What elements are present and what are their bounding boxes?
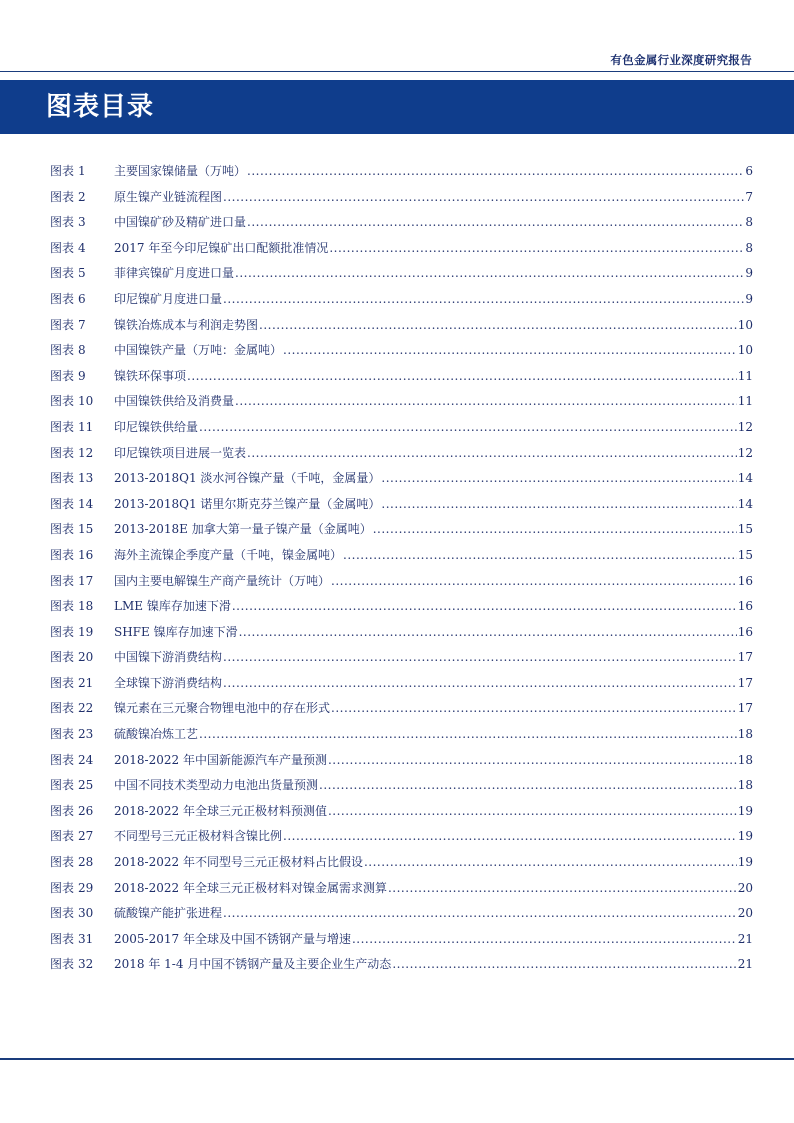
toc-entry-title: 全球镍下游消费结构 — [114, 675, 223, 690]
toc-entry[interactable] — [50, 392, 753, 418]
toc-entry[interactable] — [50, 469, 753, 495]
toc-entry-prefix: 图表 — [50, 368, 75, 383]
toc-entry-number: 25 — [78, 778, 94, 793]
toc-entry-title: 印尼镍矿月度进口量 — [114, 291, 223, 306]
toc-entry-title: 不同型号三元正极材料含镍比例 — [114, 829, 283, 844]
toc-entry-prefix: 图表 — [50, 599, 75, 614]
toc-entry-prefix: 图表 — [50, 164, 75, 178]
toc-entry[interactable] — [50, 239, 753, 265]
toc-entry-number: 22 — [78, 701, 94, 716]
toc-entry-title: 2018 年 1-4 月中国不锈钢产量及主要企业生产动态 — [114, 957, 392, 972]
toc-entry-number: 23 — [78, 727, 94, 742]
dot-leader — [247, 446, 737, 460]
header-divider — [0, 71, 794, 72]
toc-entry-page: 19 — [737, 855, 753, 870]
toc-entry-title: 硫酸镍产能扩张进程 — [114, 906, 223, 921]
toc-entry[interactable] — [50, 367, 753, 393]
toc-entry[interactable] — [50, 904, 753, 930]
toc-entry-prefix: 图表 — [50, 675, 75, 690]
toc-entry-prefix: 图表 — [50, 445, 75, 460]
dot-leader — [319, 778, 737, 792]
toc-entry-page: 6 — [745, 164, 753, 178]
toc-entry-label — [50, 751, 114, 768]
toc-entry-prefix: 图表 — [50, 957, 75, 972]
toc-entry-prefix: 图表 — [50, 343, 75, 358]
toc-entry-page: 15 — [737, 547, 753, 562]
toc-entry-label — [50, 597, 114, 614]
dot-leader — [259, 318, 737, 332]
toc-entry-page: 17 — [737, 701, 753, 716]
toc-entry-page: 10 — [737, 317, 753, 332]
toc-entry-label — [50, 341, 114, 358]
toc-entry-title: 印尼镍铁供给量 — [114, 419, 199, 434]
toc-entry-label — [50, 955, 114, 972]
dot-leader — [352, 932, 737, 946]
toc-entry[interactable] — [50, 546, 753, 572]
toc-entry-prefix: 图表 — [50, 419, 75, 434]
toc-entry-title: 海外主流镍企季度产量（千吨，镍金属吨） — [114, 547, 343, 562]
dot-leader — [247, 215, 744, 229]
toc-entry-number: 8 — [78, 343, 86, 358]
toc-entry-page: 16 — [737, 624, 753, 639]
toc-entry[interactable] — [50, 264, 753, 290]
toc-entry-page: 7 — [745, 189, 753, 204]
toc-entry-title: 2018-2022 年中国新能源汽车产量预测 — [114, 752, 327, 767]
dot-leader — [388, 881, 737, 895]
toc-entry[interactable] — [50, 955, 753, 981]
toc-entry-label — [50, 674, 114, 691]
toc-entry-label — [50, 392, 114, 409]
toc-entry-prefix: 图表 — [50, 547, 75, 562]
toc-entry-title: 2018-2022 年全球三元正极材料预测值 — [114, 803, 327, 818]
toc-entry-number: 6 — [78, 291, 86, 306]
dot-leader — [199, 727, 737, 741]
toc-entry-label — [50, 213, 114, 230]
toc-entry-title: 中国镍矿砂及精矿进口量 — [114, 215, 247, 230]
toc-entry[interactable] — [50, 341, 753, 367]
dot-leader — [283, 829, 737, 843]
toc-entry-prefix: 图表 — [50, 855, 75, 870]
toc-entry-label — [50, 725, 114, 742]
toc-entry-page: 12 — [737, 419, 753, 434]
toc-entry-number: 27 — [78, 829, 94, 844]
toc-entry-page: 16 — [737, 573, 753, 588]
toc-entry-number: 15 — [78, 522, 94, 537]
toc-entry-number: 12 — [78, 445, 94, 460]
toc-entry-label — [50, 264, 114, 281]
toc-entry-title: 2017 年至今印尼镍矿出口配额批准情况 — [114, 240, 329, 255]
toc-entry-number: 21 — [78, 675, 94, 690]
toc-entry-title: 2005-2017 年全球及中国不锈钢产量与增速 — [114, 931, 351, 946]
footer-divider — [0, 1058, 794, 1060]
toc-entry-prefix: 图表 — [50, 522, 75, 537]
toc-entry-number: 31 — [78, 931, 94, 946]
report-type-label: 有色金属行业深度研究报告 — [610, 53, 752, 67]
toc-entry[interactable] — [50, 725, 753, 751]
toc-entry-page: 18 — [737, 778, 753, 793]
toc-entry-title: 菲律宾镍矿月度进口量 — [114, 266, 235, 281]
dot-leader — [247, 164, 744, 178]
toc-entry[interactable] — [50, 853, 753, 879]
toc-entry-prefix: 图表 — [50, 317, 75, 332]
dot-leader — [283, 343, 737, 357]
figure-list — [50, 162, 753, 981]
toc-entry-label — [50, 802, 114, 819]
toc-entry-label — [50, 623, 114, 640]
toc-entry-prefix: 图表 — [50, 266, 75, 281]
toc-entry[interactable] — [50, 316, 753, 342]
toc-entry-prefix: 图表 — [50, 573, 75, 588]
toc-entry-prefix: 图表 — [50, 880, 75, 895]
dot-leader — [343, 548, 737, 562]
toc-entry-number: 3 — [78, 215, 86, 230]
toc-entry-label — [50, 444, 114, 461]
toc-entry-prefix: 图表 — [50, 394, 75, 409]
toc-entry-page: 8 — [745, 240, 753, 255]
toc-entry-label — [50, 162, 114, 179]
toc-entry-title: 中国镍下游消费结构 — [114, 650, 223, 665]
toc-entry-label — [50, 853, 114, 870]
toc-entry-number: 26 — [78, 803, 94, 818]
toc-entry-label — [50, 546, 114, 563]
toc-entry-number: 19 — [78, 624, 94, 639]
toc-entry[interactable] — [50, 418, 753, 444]
toc-entry-label — [50, 469, 114, 486]
toc-entry-page: 17 — [737, 675, 753, 690]
toc-entry-label — [50, 316, 114, 333]
dot-leader — [223, 906, 737, 920]
toc-entry-prefix: 图表 — [50, 650, 75, 665]
toc-entry-page: 8 — [745, 215, 753, 230]
toc-entry-page: 18 — [737, 727, 753, 742]
toc-entry[interactable] — [50, 597, 753, 623]
toc-entry-label — [50, 367, 114, 384]
toc-entry[interactable] — [50, 751, 753, 777]
toc-entry[interactable] — [50, 648, 753, 674]
toc-entry-number: 10 — [78, 394, 94, 409]
toc-entry-label — [50, 572, 114, 589]
section-title-bar — [0, 80, 794, 134]
toc-entry-number: 17 — [78, 573, 94, 588]
toc-entry[interactable] — [50, 674, 753, 700]
toc-entry-title: 中国镍铁供给及消费量 — [114, 394, 235, 409]
toc-entry-title: 2013-2018Q1 淡水河谷镍产量（千吨，金属量） — [114, 471, 381, 486]
toc-entry-title: 国内主要电解镍生产商产量统计（万吨） — [114, 573, 331, 588]
toc-entry-label — [50, 290, 114, 307]
toc-entry-prefix: 图表 — [50, 931, 75, 946]
toc-entry-number: 1 — [78, 164, 86, 178]
toc-entry-prefix: 图表 — [50, 701, 75, 716]
toc-entry-page: 19 — [737, 803, 753, 818]
toc-entry[interactable] — [50, 495, 753, 521]
toc-entry[interactable] — [50, 213, 753, 239]
toc-entry-number: 20 — [78, 650, 94, 665]
toc-entry[interactable] — [50, 572, 753, 598]
toc-entry-prefix: 图表 — [50, 778, 75, 793]
toc-entry-number: 11 — [78, 419, 94, 434]
toc-entry-label — [50, 930, 114, 947]
toc-entry-page: 16 — [737, 599, 753, 614]
page-title: 图表目录 — [46, 92, 155, 122]
toc-entry[interactable] — [50, 776, 753, 802]
dot-leader — [328, 753, 737, 767]
toc-entry-label — [50, 239, 114, 256]
toc-entry[interactable] — [50, 699, 753, 725]
dot-leader — [235, 266, 744, 280]
toc-entry-prefix: 图表 — [50, 291, 75, 306]
toc-entry-page: 9 — [745, 266, 753, 281]
toc-entry-prefix: 图表 — [50, 829, 75, 844]
dot-leader — [329, 241, 744, 255]
dot-leader — [392, 957, 736, 971]
toc-entry-label — [50, 495, 114, 512]
toc-entry-label — [50, 904, 114, 921]
dot-leader — [331, 701, 737, 715]
toc-entry[interactable] — [50, 802, 753, 828]
toc-entry-label — [50, 776, 114, 793]
toc-entry-label — [50, 827, 114, 844]
toc-entry-prefix: 图表 — [50, 727, 75, 742]
toc-entry[interactable] — [50, 188, 753, 214]
toc-entry-number: 18 — [78, 599, 94, 614]
toc-entry-number: 4 — [78, 240, 86, 255]
toc-entry-number: 32 — [78, 957, 94, 972]
toc-entry-title: 2018-2022 年不同型号三元正极材料占比假设 — [114, 855, 363, 870]
toc-entry-number: 9 — [78, 368, 86, 383]
toc-entry-number: 16 — [78, 547, 94, 562]
toc-entry[interactable] — [50, 827, 753, 853]
dot-leader — [187, 369, 737, 383]
dot-leader — [381, 497, 736, 511]
toc-entry-page: 12 — [737, 445, 753, 460]
dot-leader — [381, 471, 736, 485]
toc-entry-number: 30 — [78, 906, 94, 921]
toc-entry-prefix: 图表 — [50, 471, 75, 486]
toc-entry-title: 2013-2018Q1 诺里尔斯克芬兰镍产量（金属吨） — [114, 496, 381, 511]
toc-entry-title: 主要国家镍储量（万吨） — [114, 164, 247, 178]
toc-entry-prefix: 图表 — [50, 496, 75, 511]
toc-entry-title: 印尼镍铁项目进展一览表 — [114, 445, 247, 460]
toc-entry[interactable] — [50, 444, 753, 470]
toc-entry[interactable] — [50, 162, 753, 188]
toc-entry-title: SHFE 镍库存加速下滑 — [114, 624, 238, 639]
toc-entry-number: 28 — [78, 855, 94, 870]
toc-entry-page: 14 — [737, 496, 753, 511]
toc-entry-page: 10 — [737, 343, 753, 358]
dot-leader — [223, 190, 744, 204]
toc-entry-label — [50, 188, 114, 205]
dot-leader — [232, 599, 737, 613]
toc-entry-page: 19 — [737, 829, 753, 844]
toc-entry-label — [50, 418, 114, 435]
toc-entry-title: 镍铁冶炼成本与利润走势图 — [114, 317, 259, 332]
toc-entry-page: 21 — [737, 957, 753, 972]
toc-entry-prefix: 图表 — [50, 189, 75, 204]
toc-entry-page: 20 — [737, 906, 753, 921]
toc-entry-label — [50, 520, 114, 537]
toc-entry-title: 2018-2022 年全球三元正极材料对镍金属需求测算 — [114, 880, 387, 895]
toc-entry-prefix: 图表 — [50, 624, 75, 639]
toc-entry-title: LME 镍库存加速下滑 — [114, 599, 231, 614]
dot-leader — [364, 855, 737, 869]
dot-leader — [223, 650, 737, 664]
toc-entry-prefix: 图表 — [50, 906, 75, 921]
toc-entry-number: 2 — [78, 189, 86, 204]
dot-leader — [373, 522, 737, 536]
toc-entry-page: 11 — [737, 394, 753, 409]
dot-leader — [331, 574, 737, 588]
dot-leader — [328, 804, 737, 818]
toc-entry-title: 2013-2018E 加拿大第一量子镍产量（金属吨） — [114, 522, 372, 537]
toc-entry-prefix: 图表 — [50, 752, 75, 767]
dot-leader — [199, 420, 737, 434]
toc-entry-number: 13 — [78, 471, 94, 486]
dot-leader — [235, 394, 737, 408]
toc-entry-number: 29 — [78, 880, 94, 895]
toc-entry[interactable] — [50, 290, 753, 316]
toc-entry-page: 11 — [737, 368, 753, 383]
toc-entry-title: 中国镍铁产量（万吨：金属吨） — [114, 343, 283, 358]
toc-entry[interactable] — [50, 520, 753, 546]
toc-entry-label — [50, 699, 114, 716]
toc-entry-title: 镍铁环保事项 — [114, 368, 187, 383]
dot-leader — [223, 292, 744, 306]
toc-entry-number: 5 — [78, 266, 86, 281]
toc-entry-prefix: 图表 — [50, 803, 75, 818]
toc-entry-title: 硫酸镍冶炼工艺 — [114, 727, 199, 742]
toc-entry-page: 14 — [737, 471, 753, 486]
toc-entry-prefix: 图表 — [50, 215, 75, 230]
toc-entry-title: 镍元素在三元聚合物锂电池中的存在形式 — [114, 701, 331, 716]
dot-leader — [223, 676, 737, 690]
toc-entry-number: 24 — [78, 752, 94, 767]
toc-entry-label — [50, 648, 114, 665]
dot-leader — [239, 625, 737, 639]
toc-entry-title: 中国不同技术类型动力电池出货量预测 — [114, 778, 319, 793]
toc-entry[interactable] — [50, 879, 753, 905]
toc-entry-page: 15 — [737, 522, 753, 537]
toc-entry-prefix: 图表 — [50, 240, 75, 255]
toc-entry-label — [50, 879, 114, 896]
toc-entry-title: 原生镍产业链流程图 — [114, 189, 223, 204]
toc-entry-number: 14 — [78, 496, 94, 511]
toc-entry-page: 20 — [737, 880, 753, 895]
toc-entry-page: 21 — [737, 931, 753, 946]
toc-entry-page: 17 — [737, 650, 753, 665]
toc-entry[interactable] — [50, 623, 753, 649]
toc-entry-number: 7 — [78, 317, 86, 332]
toc-entry-page: 9 — [745, 291, 753, 306]
toc-entry-page: 18 — [737, 752, 753, 767]
toc-entry[interactable] — [50, 930, 753, 956]
